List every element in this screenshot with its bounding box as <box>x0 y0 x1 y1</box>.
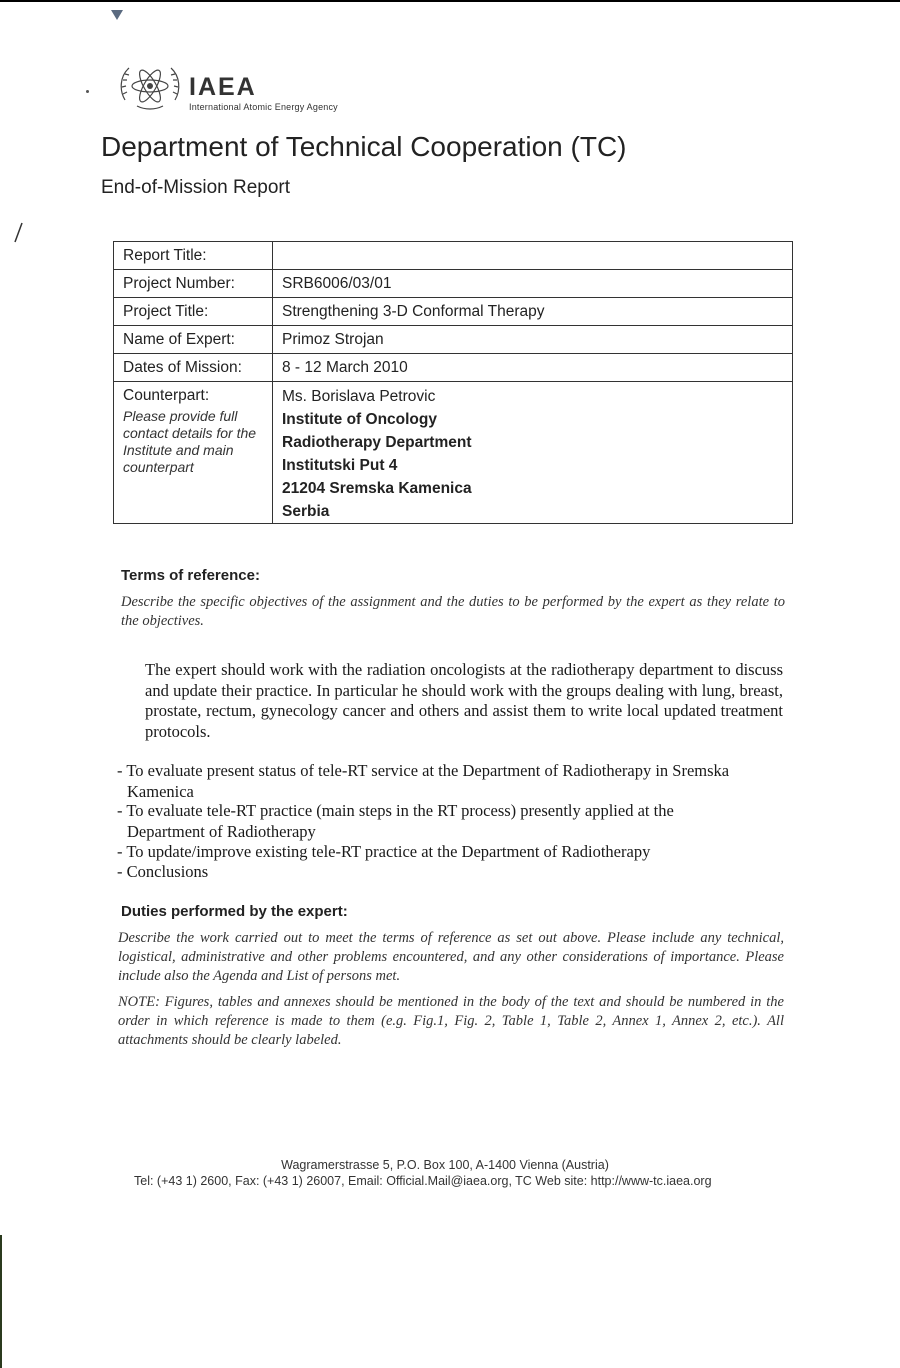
logo-acronym: IAEA <box>189 73 257 101</box>
expert-name-label: Name of Expert: <box>114 326 273 354</box>
project-title-label: Project Title: <box>114 298 273 326</box>
table-row <box>114 242 793 270</box>
expert-name-value: Primoz Strojan <box>273 326 793 354</box>
bullet-text: - Conclusions <box>117 862 209 881</box>
report-subtitle: End-of-Mission Report <box>101 177 291 198</box>
footer-contact: Tel: (+43 1) 2600, Fax: (+43 1) 26007, Email: Official.Mail@iaea.org, TC Web site: http://www-tc.iaea.org <box>134 1174 712 1188</box>
bullet-text-continued: Department of Radiotherapy <box>127 821 316 841</box>
table-row <box>114 326 793 354</box>
counterpart-hint: Please provide full contact details for the Institute and main counterpart <box>123 408 257 475</box>
iaea-logo-icon <box>117 60 183 112</box>
bullet-text: - To evaluate tele-RT practice (main steps in the RT process) presently applied at the <box>117 801 674 820</box>
pen-stroke-icon <box>12 222 24 244</box>
scan-dot <box>86 90 89 93</box>
duties-heading: Duties performed by the expert: <box>121 903 348 920</box>
counterpart-line: Ms. Borislava Petrovic <box>282 388 436 405</box>
bullet-text: - To evaluate present status of tele-RT service at the Department of Radiotherapy in Sremska <box>117 761 730 780</box>
scan-edge-top <box>0 0 900 2</box>
table-row <box>114 298 793 326</box>
terms-body: The expert should work with the radiation oncologists at the radiotherapy department to discuss and update their practice. In particular he should work with the groups dealing with lung, breast, prostate, rectum, gynecology cancer and others and assist them to write local updated treatment protocols. <box>145 660 783 741</box>
footer-address: Wagramerstrasse 5, P.O. Box 100, A-1400 Vienna (Austria) <box>281 1158 609 1172</box>
scan-edge-left <box>0 1235 2 1368</box>
report-title-value <box>273 242 793 270</box>
staple-mark-icon <box>110 8 124 22</box>
counterpart-line: Institute of Oncology <box>282 411 437 428</box>
duties-note: NOTE: Figures, tables and annexes should be mentioned in the body of the text and should be numbered in the order in which reference is made to them (e.g. Fig.1, Fig. 2, Table 1, Table 2, Annex 1, Annex 2, etc.). All attachments should be clearly labeled. <box>118 994 784 1048</box>
table-row <box>114 270 793 298</box>
terms-heading: Terms of reference: <box>121 567 260 584</box>
project-number-value: SRB6006/03/01 <box>273 270 793 298</box>
counterpart-label: Counterpart: <box>123 387 210 404</box>
table-row <box>114 382 793 524</box>
department-title: Department of Technical Cooperation (TC) <box>101 131 627 162</box>
counterpart-line: Radiotherapy Department <box>282 434 472 451</box>
project-number-label: Project Number: <box>114 270 273 298</box>
counterpart-details <box>273 382 793 524</box>
project-info-table <box>113 241 793 524</box>
list-item <box>117 862 797 883</box>
terms-hint: Describe the specific objectives of the assignment and the duties to be performed by the expert as they relate to the objectives. <box>121 594 785 629</box>
counterpart-cell <box>114 382 273 524</box>
logo-full-name: International Atomic Energy Agency <box>189 102 338 112</box>
list-item <box>117 761 797 802</box>
duties-hint: Describe the work carried out to meet the terms of reference as set out above. Please include any technical, logistical, administrative and other problems encountered, and any other considerations of importance. Please include also the Agenda and List of persons met. <box>118 930 784 984</box>
bullet-text-continued: Kamenica <box>127 781 194 801</box>
counterpart-line: Serbia <box>282 503 330 520</box>
bullet-text: - To update/improve existing tele-RT practice at the Department of Radiotherapy <box>117 842 651 861</box>
mission-dates-label: Dates of Mission: <box>114 354 273 382</box>
mission-dates-value: 8 - 12 March 2010 <box>273 354 793 382</box>
report-title-label: Report Title: <box>114 242 273 270</box>
table-row <box>114 354 793 382</box>
counterpart-line: Institutski Put 4 <box>282 457 398 474</box>
counterpart-line: 21204 Sremska Kamenica <box>282 480 472 497</box>
project-title-value: Strengthening 3-D Conformal Therapy <box>273 298 793 326</box>
list-item <box>117 801 797 842</box>
list-item <box>117 842 797 863</box>
